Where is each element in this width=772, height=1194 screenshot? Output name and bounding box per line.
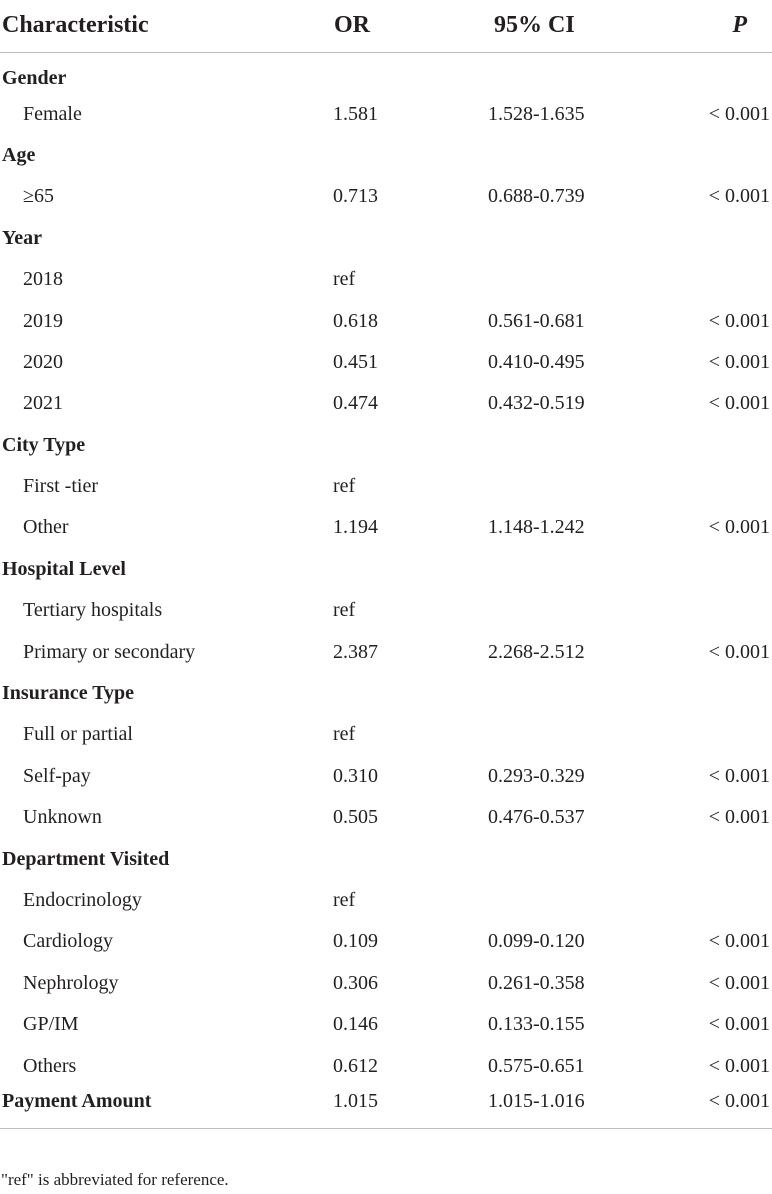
table-row [0,383,772,424]
characteristic-label: 2018 [23,268,63,291]
ci-value [420,259,620,300]
p-value [620,52,772,93]
header-or: OR [300,0,420,52]
table-row [0,259,772,300]
category-label: Gender [2,67,67,90]
characteristic-label: ≥65 [23,185,54,208]
p-value: < 0.001 [708,971,770,994]
ci-value: 0.561-0.681 [488,309,585,332]
p-value: < 0.001 [708,102,770,125]
p-value: < 0.001 [708,309,770,332]
ci-value [420,838,620,879]
characteristic-label: GP/IM [23,1013,79,1036]
or-value: 0.451 [333,350,378,373]
ci-value: 1.528-1.635 [488,102,585,125]
table-row [0,1045,772,1086]
ci-value: 0.432-0.519 [488,392,585,415]
ci-value [420,52,620,93]
characteristic-label: Others [23,1054,77,1077]
or-value: 0.474 [333,392,378,415]
p-value [620,218,772,259]
category-label: Hospital Level [2,557,126,580]
ci-value: 0.261-0.358 [488,971,585,994]
p-value: < 0.001 [620,1087,772,1128]
category-label: City Type [2,433,86,456]
p-value [620,673,772,714]
ci-value [420,590,620,631]
or-value: 0.306 [333,971,378,994]
or-value: 0.146 [333,1013,378,1036]
p-value [620,549,772,590]
ci-value: 0.575-0.651 [488,1054,585,1077]
characteristic-label: 2021 [23,392,63,415]
ci-value: 0.410-0.495 [488,350,585,373]
header-row [0,0,772,52]
p-value: < 0.001 [708,516,770,539]
category-row [0,425,772,466]
characteristic-label: 2019 [23,309,63,332]
characteristic-label: Primary or secondary [23,640,196,663]
or-value [300,218,420,259]
p-value [620,590,772,631]
p-value [620,714,772,755]
ci-value [420,673,620,714]
category-row [0,218,772,259]
category-row [0,838,772,879]
or-value: 1.581 [333,102,378,125]
characteristic-label: Nephrology [23,971,119,994]
table-row [0,466,772,507]
or-value: 0.713 [333,185,378,208]
table-row [0,507,772,548]
or-value: ref [333,599,356,622]
header-p: P [620,0,772,52]
or-value: ref [333,475,356,498]
table-row [0,1004,772,1045]
ci-value [420,425,620,466]
table-row [0,176,772,217]
p-value: < 0.001 [708,350,770,373]
or-value: ref [333,889,356,911]
characteristic-label: 2020 [23,350,63,373]
or-value [300,135,420,176]
ci-value [420,549,620,590]
ci-value: 0.133-0.155 [488,1013,585,1036]
table-row [0,797,772,838]
table-row [0,300,772,341]
category-label: Year [2,226,42,249]
or-value: 1.015 [300,1087,420,1128]
p-value [620,135,772,176]
characteristic-label: Unknown [23,806,102,829]
characteristic-label: Self-pay [23,764,91,787]
or-value: 0.109 [333,930,378,953]
category-row [0,52,772,93]
category-label: Department Visited [2,847,170,870]
table-row [0,342,772,383]
p-value: < 0.001 [708,930,770,953]
table-row [0,590,772,631]
or-value: 0.618 [333,309,378,332]
header-characteristic: Characteristic [0,0,300,52]
or-value: 0.612 [333,1054,378,1077]
or-value [300,673,420,714]
ci-value: 2.268-2.512 [488,640,585,663]
or-value: ref [333,723,356,746]
characteristic-label: Endocrinology [23,889,142,911]
table-row [0,963,772,1004]
category-row [0,549,772,590]
p-value: < 0.001 [708,640,770,663]
or-value: 1.194 [333,516,378,539]
or-value: 0.310 [333,764,378,787]
p-value: < 0.001 [708,1013,770,1036]
category-row [0,135,772,176]
ci-value: 0.688-0.739 [488,185,585,208]
or-value: ref [333,268,356,291]
or-value: 0.505 [333,806,378,829]
characteristic-label: First -tier [23,475,98,498]
p-value: < 0.001 [708,806,770,829]
ci-value: 0.293-0.329 [488,764,585,787]
category-row [0,673,772,714]
or-value: 2.387 [333,640,378,663]
p-value [620,466,772,507]
characteristic-label: Other [23,516,69,539]
table-row [0,921,772,962]
ci-value [420,880,620,921]
p-value [620,425,772,466]
ci-value: 1.148-1.242 [488,516,585,539]
category-label: Payment Amount [0,1087,300,1128]
ci-value [420,218,620,259]
table-row [0,93,772,134]
p-value: < 0.001 [708,764,770,787]
table-body [0,52,772,1128]
table-footnote: "ref" is abbreviated for reference. [1,1170,229,1189]
ci-value [420,466,620,507]
p-value [620,880,772,921]
table-row [0,880,772,921]
header-ci: 95% CI [420,0,620,52]
ci-value [420,135,620,176]
table-row [0,631,772,672]
characteristic-label: Full or partial [23,723,133,746]
p-value: < 0.001 [708,185,770,208]
table-header [0,0,772,52]
category-label: Age [2,143,36,166]
ci-value: 0.099-0.120 [488,930,585,953]
or-value [300,838,420,879]
category-label: Insurance Type [2,682,135,705]
table-row [0,756,772,797]
category-row [0,1087,772,1128]
characteristic-label: Female [23,102,82,125]
ci-value [420,714,620,755]
or-value [300,549,420,590]
p-value [620,259,772,300]
table-row [0,714,772,755]
characteristic-label: Cardiology [23,930,113,953]
characteristic-label: Tertiary hospitals [23,599,163,622]
ci-value: 1.015-1.016 [420,1087,620,1128]
ci-value: 0.476-0.537 [488,806,585,829]
p-value: < 0.001 [708,392,770,415]
or-value [300,425,420,466]
p-value: < 0.001 [708,1054,770,1077]
p-value [620,838,772,879]
or-value [300,52,420,93]
